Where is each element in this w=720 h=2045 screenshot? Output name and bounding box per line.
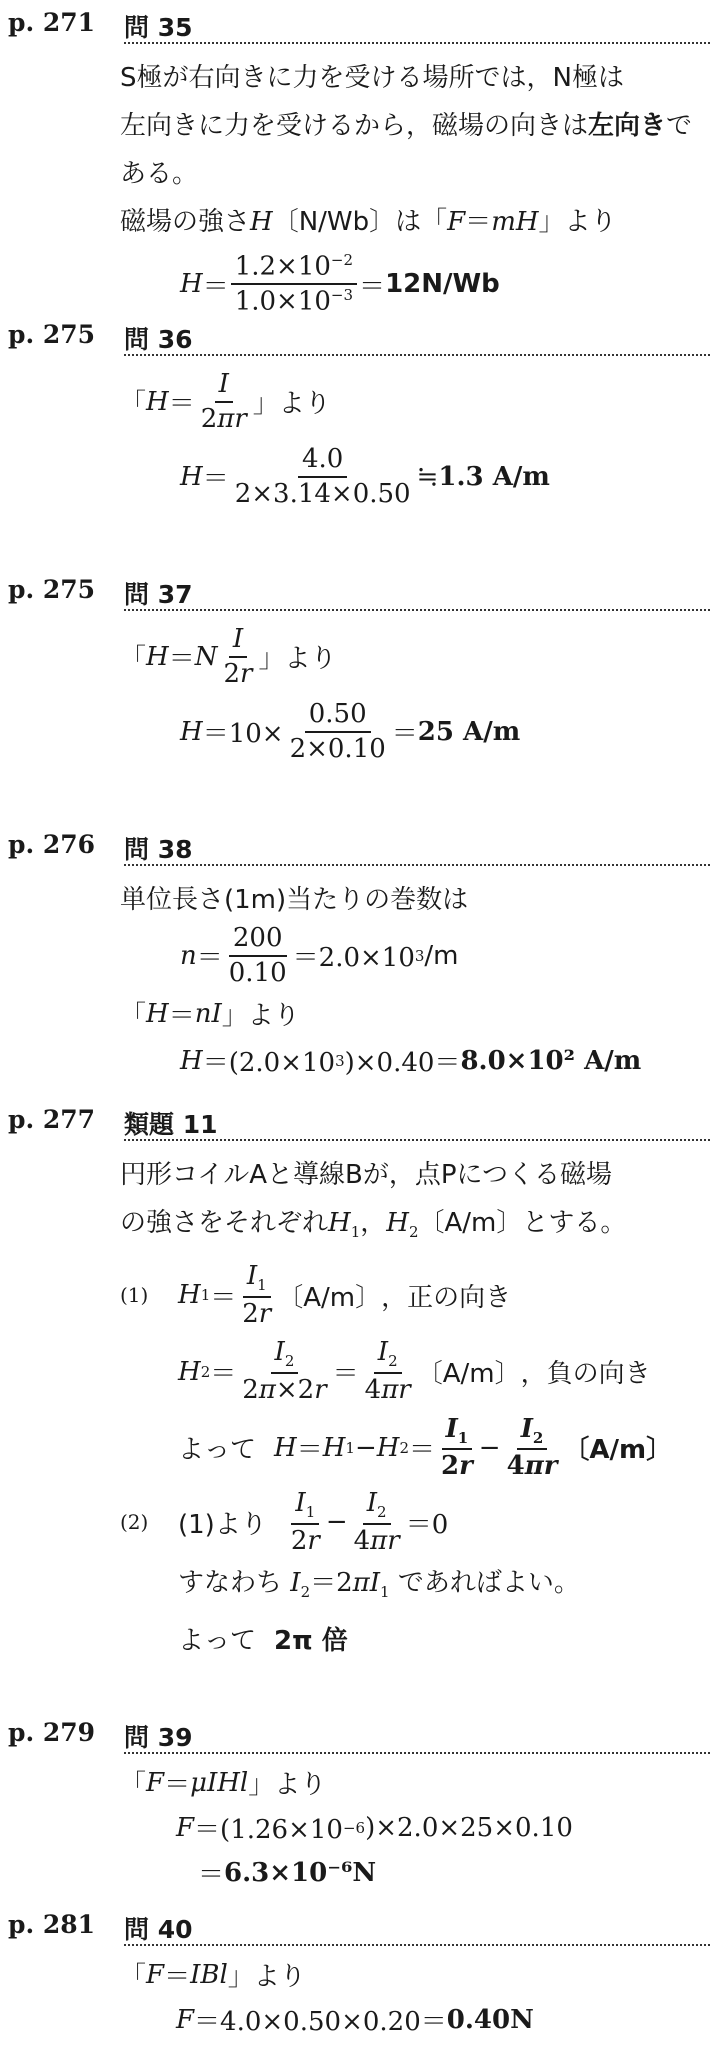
text-line: S極が右向きに力を受ける場所では，N極は [120, 63, 624, 93]
formula-line: 「 H ＝ $\frac{I}{2\pi r}$ 」より [120, 369, 331, 434]
equation: よって H ＝ H 1 − H 2 ＝ $\frac{I_1}{2r}$ − $\frac{I_2}{4\pi r}$ 〔A/m〕 [178, 1413, 673, 1482]
question-label: 問 35 [124, 13, 193, 42]
formula-line: 「 H ＝ N $\frac{I}{2r}$ 」より [120, 624, 337, 689]
page-ref: p. 275 [8, 575, 96, 604]
result-value: 0.40N [446, 2004, 534, 2035]
equation: H ＝10× $\frac{0.50}{2\times 0.10}$ ＝ 25 A/m [180, 699, 521, 764]
question-label: 問 40 [124, 1915, 193, 1944]
formula-line: 「 H ＝ nI 」より [120, 998, 300, 1032]
equation: H 2 ＝ $\frac{I_2}{2\pi\times 2r}$ ＝ $\frac{I_2}{4\pi r}$ 〔A/m〕 ，負の向き [178, 1337, 651, 1406]
dotted-rule [124, 1752, 710, 1754]
question-label: 問 37 [124, 580, 193, 609]
page-ref: p. 281 [8, 1910, 96, 1939]
question-label: 問 36 [124, 325, 193, 354]
dotted-rule [124, 354, 710, 356]
text-line: 左向きに力を受けるから，磁場の向きは [120, 111, 589, 141]
dotted-rule [124, 864, 710, 866]
page-ref: p. 276 [8, 830, 96, 859]
result-value: 1.3 A/m [438, 461, 550, 492]
equation: H ＝ $\frac{4.0}{2\times 3.14\times 0.50}$ ≒ 1.3 A/m [180, 444, 550, 509]
page-ref: p. 277 [8, 1105, 96, 1134]
question-label: 類題 11 [124, 1110, 218, 1139]
formula-line: 「 F ＝ μIHl 」より [120, 1767, 327, 1800]
equation: (2) (1)より $\frac{I_1}{2r}$ − $\frac{I_2}{4\pi r}$ ＝0 [120, 1488, 449, 1556]
result-value: 6.3×10⁻⁶N [224, 1857, 377, 1888]
result-value: 25 A/m [417, 716, 521, 747]
dotted-rule [124, 609, 710, 611]
page-ref: p. 279 [8, 1718, 96, 1747]
question-label: 問 38 [124, 835, 193, 864]
equation: n ＝ $\frac{200}{0.10}$ ＝2.0×10 3 /m [180, 923, 459, 988]
formula-line: 「 F ＝ IBl 」より [120, 1959, 306, 1992]
text-line: である。 [120, 111, 693, 189]
formula: F [447, 207, 466, 237]
dotted-rule [124, 1944, 710, 1946]
equation: H ＝ $\frac{1.2\times 10^{-2}}{1.0\times 10^{-3}}$ ＝ 12N/Wb [180, 251, 500, 317]
dotted-rule [124, 42, 710, 44]
text-line: 円形コイルAと導線Bが，点Pにつくる磁場 [120, 1160, 613, 1190]
result-value: 8.0×10² A/m [460, 1045, 642, 1076]
equation: H ＝(2.0×10 3 )×0.40＝ 8.0×10² A/m [180, 1045, 642, 1079]
equation: ＝ 6.3×10⁻⁶N [198, 1857, 377, 1890]
result-value: 2π 倍 [274, 1625, 348, 1656]
answer-direction: 左向き [588, 111, 667, 141]
page-ref: p. 271 [8, 8, 96, 37]
math-symbol: H [250, 207, 273, 237]
equation: F ＝4.0×0.50×0.20＝ 0.40N [176, 2004, 534, 2037]
equation: F ＝(1.26×10 −6 )×2.0×25×0.10 [176, 1812, 573, 1845]
page-ref: p. 275 [8, 320, 96, 349]
text-line: 単位長さ(1m)当たりの巻数は [120, 885, 469, 915]
result-value: 12N/Wb [385, 269, 500, 300]
dotted-rule [124, 1139, 710, 1141]
question-label: 問 39 [124, 1723, 193, 1752]
equation: (1) H 1 ＝ $\frac{I_1}{2r}$ 〔A/m〕 ，正の向き [120, 1261, 512, 1329]
